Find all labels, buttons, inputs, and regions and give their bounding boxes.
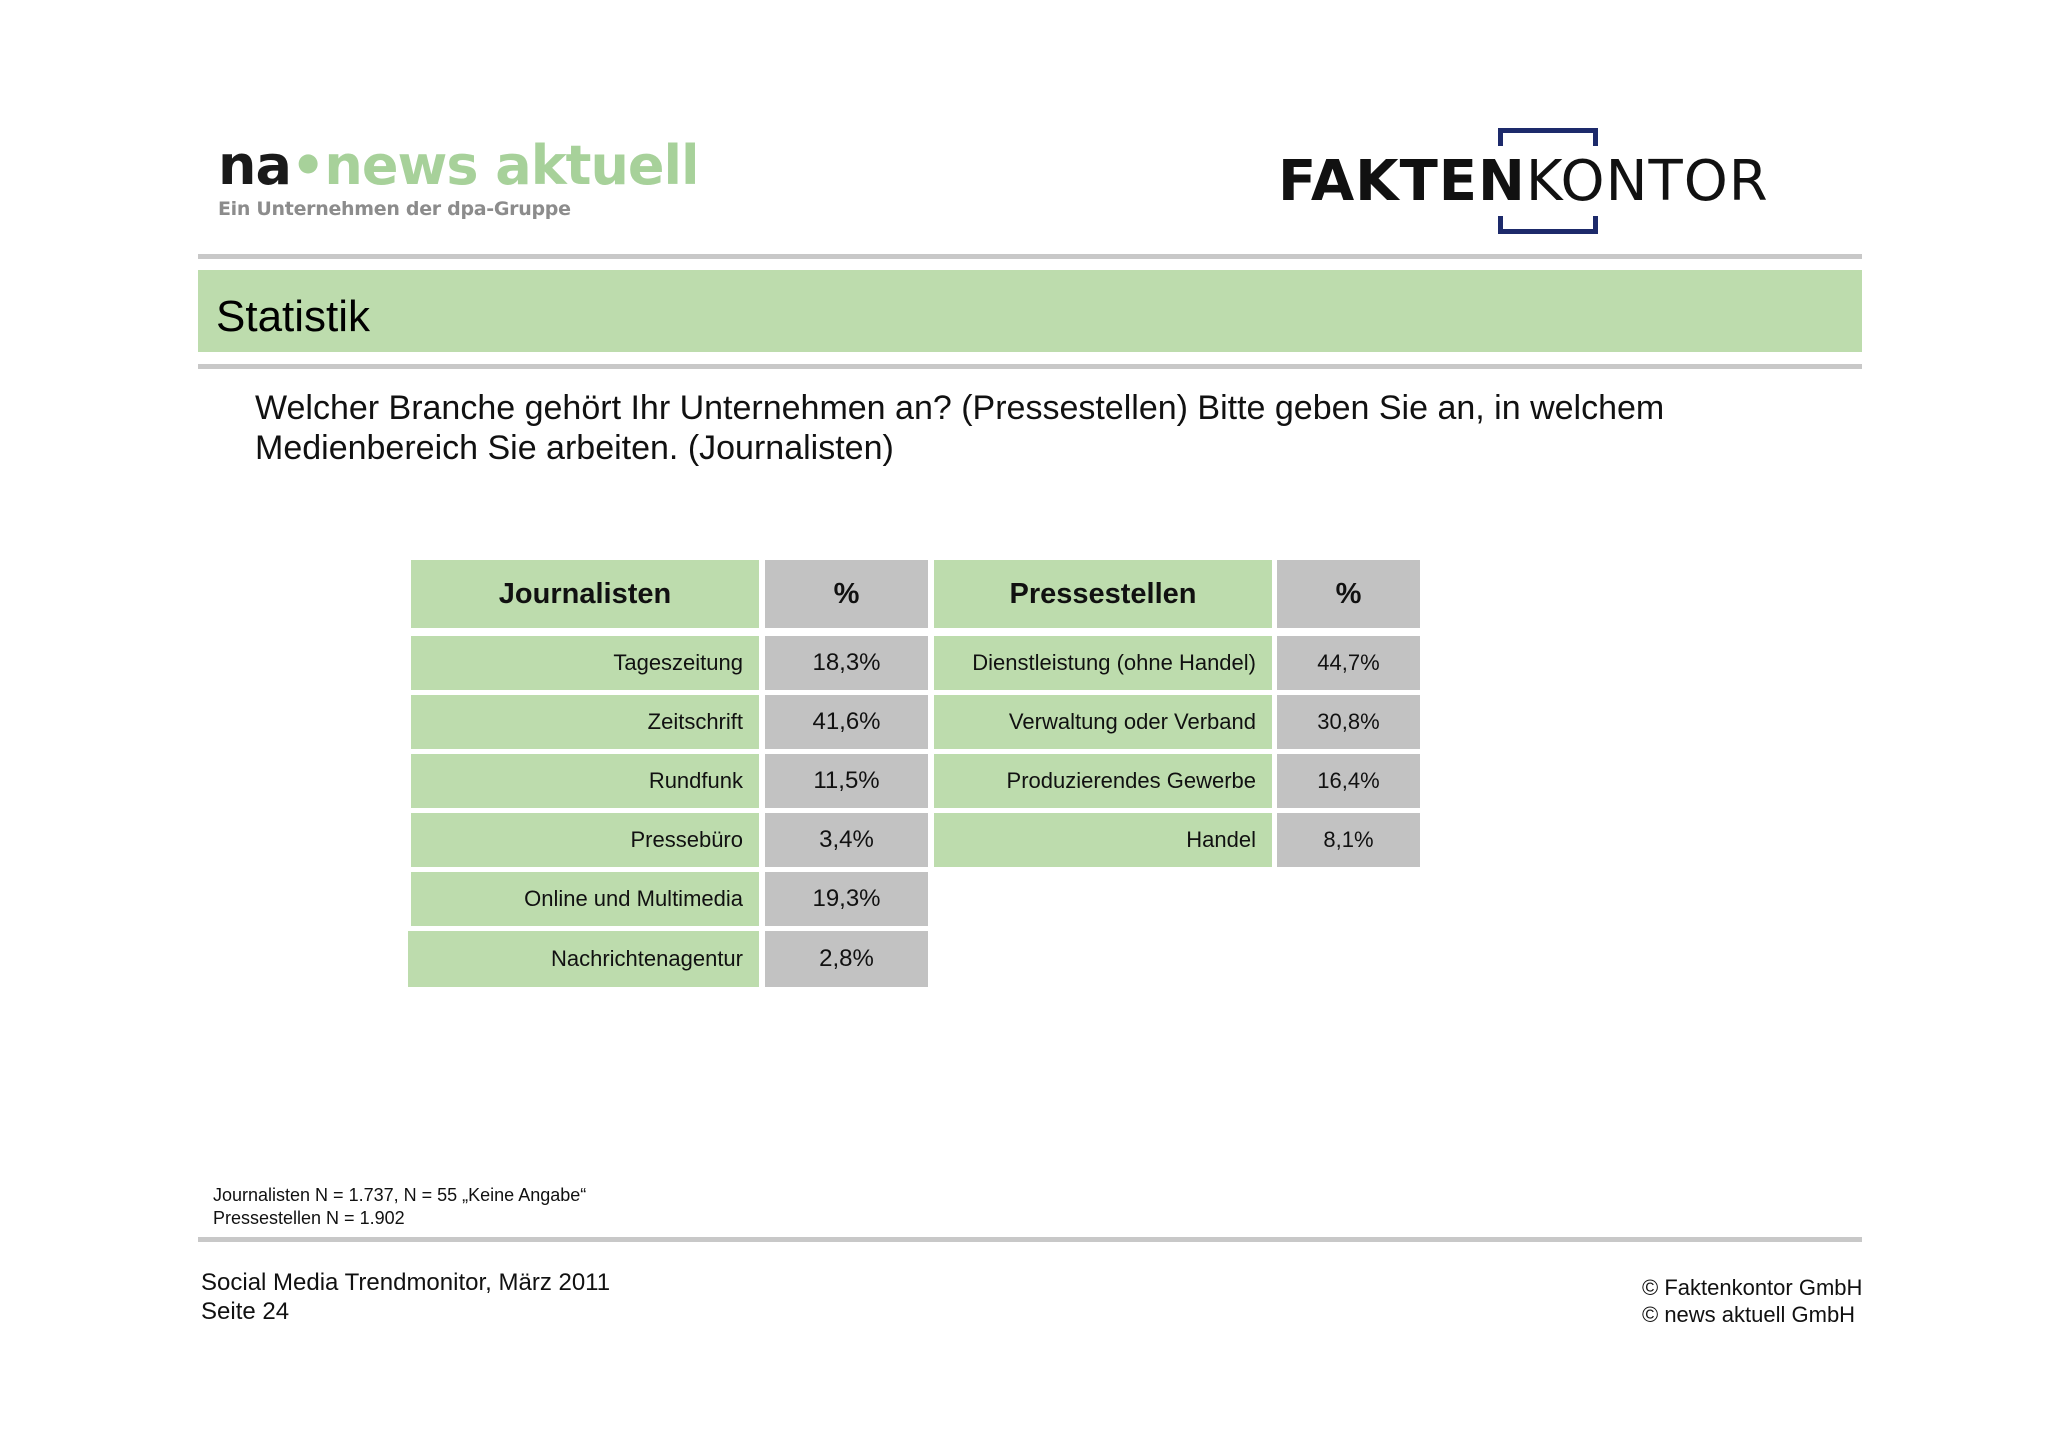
pressestellen-label: Dienstleistung (ohne Handel)	[934, 636, 1272, 690]
top-divider	[198, 254, 1862, 259]
header-percent-journalisten: %	[765, 560, 928, 628]
footer-left	[201, 1268, 610, 1326]
journalisten-value: 18,3%	[765, 636, 928, 690]
logo-news-aktuell-text: news aktuell	[324, 134, 699, 197]
title-divider	[198, 364, 1862, 369]
journalisten-value: 19,3%	[765, 872, 928, 926]
pressestellen-value: 8,1%	[1277, 813, 1420, 867]
journalisten-label: Zeitschrift	[411, 695, 759, 749]
pressestellen-value: 44,7%	[1277, 636, 1420, 690]
header-journalisten: Journalisten	[411, 560, 759, 628]
pressestellen-label: Produzierendes Gewerbe	[934, 754, 1272, 808]
journalisten-value: 41,6%	[765, 695, 928, 749]
footnote-journalisten: Journalisten N = 1.737, N = 55 „Keine Angabe“	[213, 1185, 587, 1205]
journalisten-label: Nachrichtenagentur	[408, 931, 759, 987]
footer-copyright	[1642, 1274, 1862, 1328]
pressestellen-label: Handel	[934, 813, 1272, 867]
journalisten-value: 2,8%	[765, 931, 928, 987]
page-number: Seite 24	[201, 1298, 290, 1325]
pressestellen-label: Verwaltung oder Verband	[934, 695, 1272, 749]
journalisten-label: Pressebüro	[411, 813, 759, 867]
question-text: Welcher Branche gehört Ihr Unternehmen an? (Pressestellen) Bitte geben Sie an, in welchem Medienbereich Sie arbeiten. (Journalisten)	[255, 389, 1665, 467]
journalisten-label: Rundfunk	[411, 754, 759, 808]
journalisten-value: 3,4%	[765, 813, 928, 867]
header-percent-pressestellen: %	[1277, 560, 1420, 628]
journalisten-value: 11,5%	[765, 754, 928, 808]
news-aktuell-logo	[218, 134, 699, 228]
page-title: Statistik	[216, 292, 371, 341]
header-pressestellen: Pressestellen	[934, 560, 1272, 628]
title-bar	[198, 270, 1862, 352]
copyright-faktenkontor: © Faktenkontor GmbH	[1642, 1275, 1863, 1300]
journalisten-label: Tageszeitung	[411, 636, 759, 690]
pressestellen-value: 16,4%	[1277, 754, 1420, 808]
logo-kontor-text: KONTOR	[1525, 149, 1769, 214]
footnote	[213, 1184, 586, 1230]
footer-divider	[198, 1237, 1862, 1242]
journalisten-label: Online und Multimedia	[411, 872, 759, 926]
pressestellen-value: 30,8%	[1277, 695, 1420, 749]
footnote-pressestellen: Pressestellen N = 1.902	[213, 1208, 405, 1228]
logo-fakten-text: FAKTEN	[1278, 149, 1526, 214]
footer-report-title: Social Media Trendmonitor, März 2011	[201, 1269, 611, 1296]
copyright-news-aktuell: © news aktuell GmbH	[1642, 1302, 1856, 1327]
faktenkontor-logo	[1278, 128, 1828, 238]
logo-tagline: Ein Unternehmen der dpa-Gruppe	[218, 198, 571, 220]
logo-dot: •	[290, 134, 325, 197]
logo-na-text: na	[218, 134, 291, 197]
